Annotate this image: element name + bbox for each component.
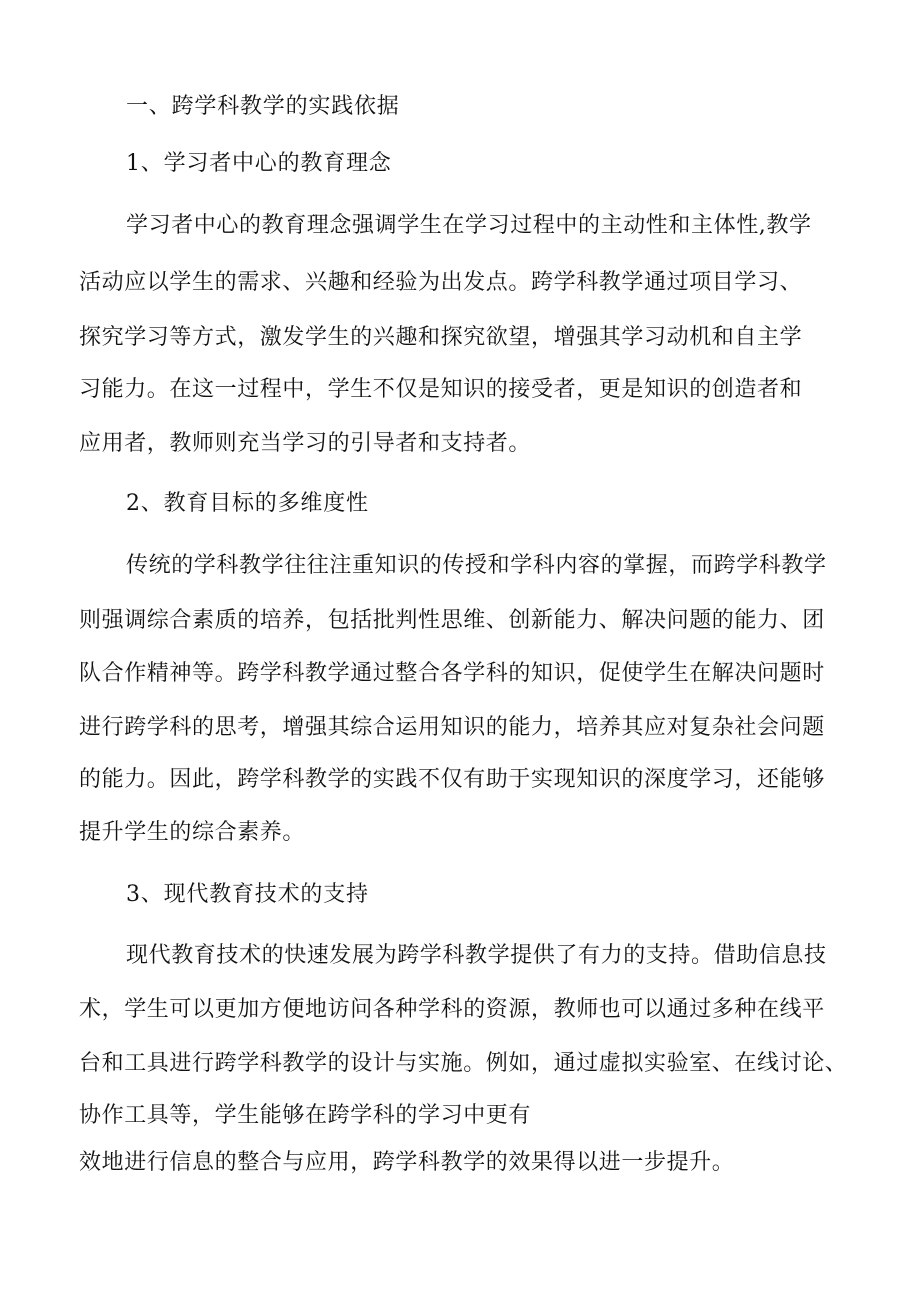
section-2-line-2: 则强调综合素质的培养，包括批判性思维、创新能力、解决问题的能力、团 — [79, 608, 825, 633]
section-3-line-2: 术，学生可以更加方便地访问各种学科的资源，教师也可以通过多种在线平 — [79, 997, 825, 1022]
section-2-line-6: 提升学生的综合素养。 — [79, 820, 306, 845]
main-heading: 一、跨学科教学的实践依据 — [126, 94, 400, 119]
section-2-line-5: 的能力。因此，跨学科教学的实践不仅有助于实现知识的深度学习，还能够 — [79, 767, 825, 792]
section-3-line-1: 现代教育技术的快速发展为跨学科教学提供了有力的支持。借助信息技 — [126, 943, 827, 968]
section-1-line-1: 学习者中心的教育理念强调学生在学习过程中的主动性和主体性,教学 — [126, 213, 812, 238]
section-1-title: 1、学习者中心的教育理念 — [126, 151, 392, 176]
section-1-line-2: 活动应以学生的需求、兴趣和经验为出发点。跨学科教学通过项目学习、 — [79, 270, 803, 295]
section-2-line-1: 传统的学科教学往往注重知识的传授和学科内容的掌握，而跨学科教学 — [126, 553, 827, 578]
section-3-line-5: 效地进行信息的整合与应用，跨学科教学的效果得以进一步提升。 — [79, 1150, 735, 1175]
section-2-line-4: 进行跨学科的思考，增强其综合运用知识的能力，培养其应对复杂社会问题 — [79, 715, 825, 740]
section-3-line-4: 协作工具等，学生能够在跨学科的学习中更有 — [79, 1103, 532, 1128]
section-1-line-5: 应用者，教师则充当学习的引导者和支持者。 — [79, 431, 532, 456]
section-1-line-4: 习能力。在这一过程中，学生不仅是知识的接受者，更是知识的创造者和 — [79, 377, 803, 402]
section-3-line-3: 台和工具进行跨学科教学的设计与实施。例如，通过虚拟实验室、在线讨论、 — [79, 1051, 848, 1076]
section-2-line-3: 队合作精神等。跨学科教学通过整合各学科的知识，促使学生在解决问题时 — [79, 661, 825, 686]
section-1-line-3: 探究学习等方式，激发学生的兴趣和探究欲望，增强其学习动机和自主学 — [79, 325, 803, 350]
section-2-title: 2、教育目标的多维度性 — [126, 491, 369, 516]
section-3-title: 3、现代教育技术的支持 — [126, 882, 369, 907]
